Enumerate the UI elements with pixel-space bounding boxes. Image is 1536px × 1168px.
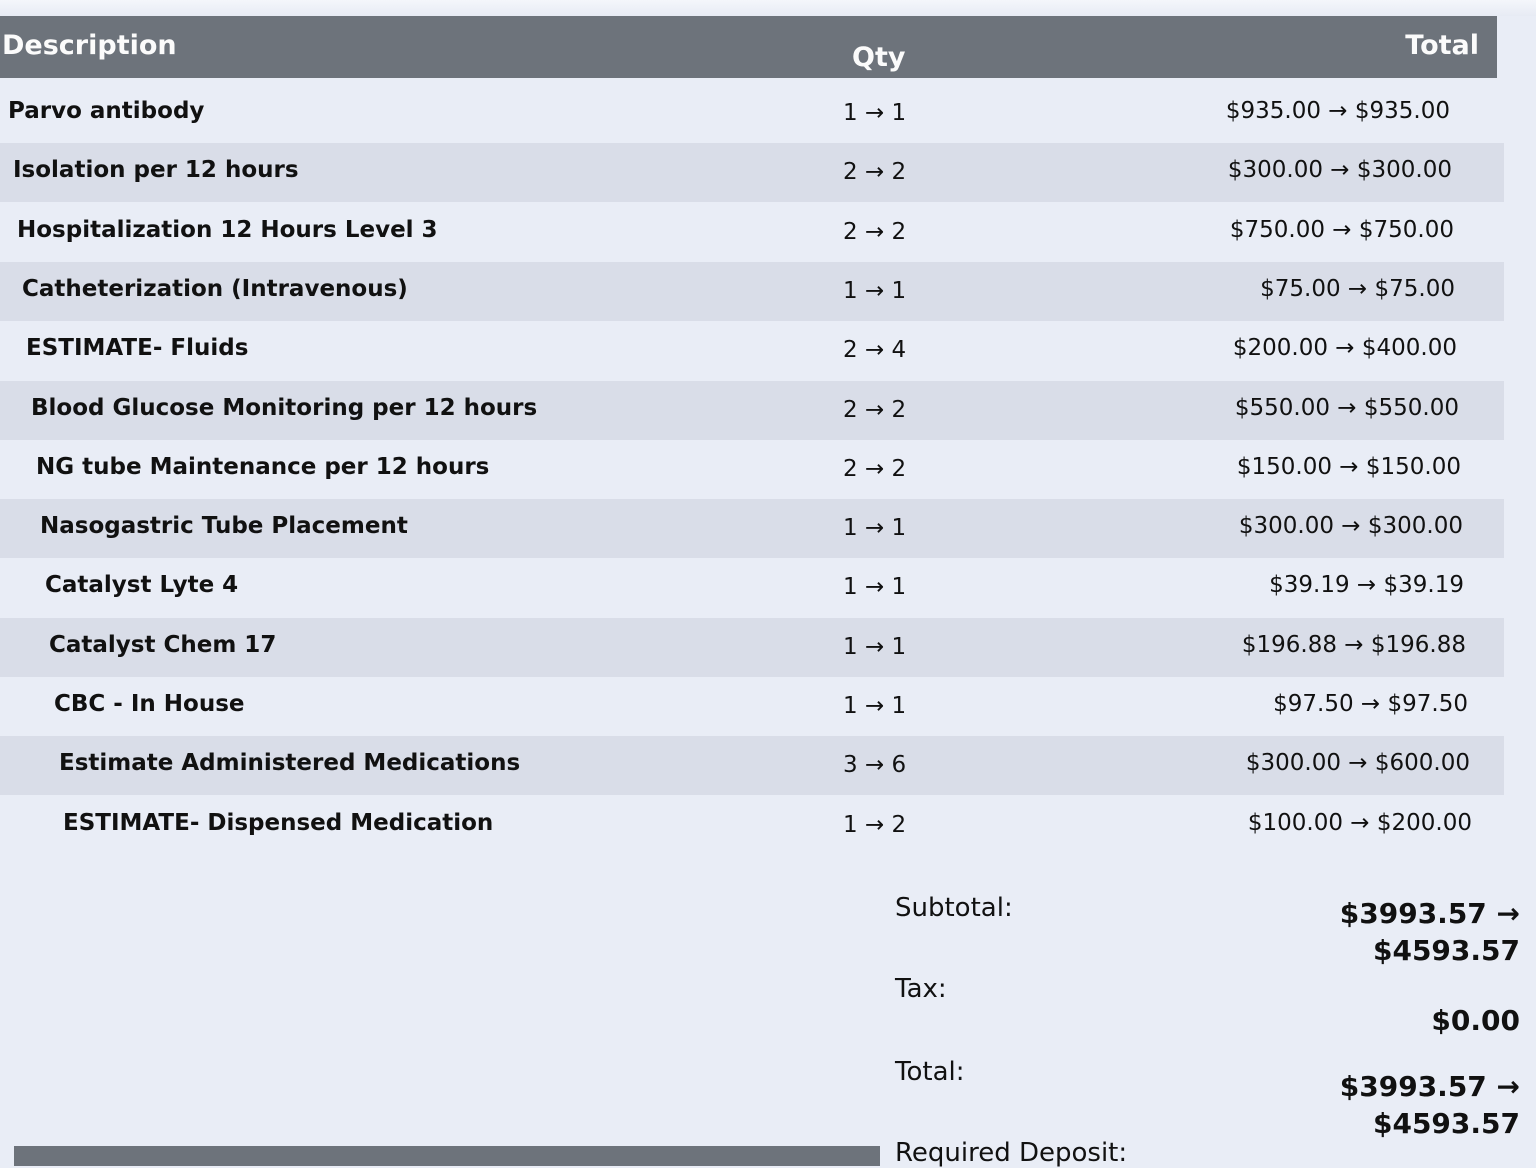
row-total: $750.00 → $750.00 [1229,217,1454,243]
row-qty: 2 → 2 [843,219,907,245]
row-qty: 1 → 2 [843,812,907,838]
row-qty: 2 → 4 [843,337,907,363]
row-qty: 1 → 1 [843,278,907,304]
row-qty: 3 → 6 [843,752,907,778]
subtotal-value [1340,895,1520,969]
row-description: Hospitalization 12 Hours Level 3 [17,217,438,243]
header-total: Total [1405,30,1479,61]
total-label: Total: [895,1057,965,1087]
row-description: Catalyst Lyte 4 [45,572,239,598]
table-row [0,796,1504,855]
bottom-band [14,1146,880,1166]
row-total: $75.00 → $75.00 [1260,276,1455,302]
tax-value: $0.00 [1431,1004,1520,1037]
required-deposit-label: Required Deposit: [895,1138,1128,1168]
row-total: $196.88 → $196.88 [1241,632,1466,658]
row-description: Isolation per 12 hours [13,157,299,183]
row-total: $97.50 → $97.50 [1273,691,1468,717]
table-row [0,143,1504,202]
row-qty: 2 → 2 [843,159,907,185]
row-total: $935.00 → $935.00 [1225,98,1450,124]
row-description: Estimate Administered Medications [59,750,521,776]
row-description: ESTIMATE- Dispensed Medication [63,810,494,836]
table-row [0,677,1504,736]
row-description: Nasogastric Tube Placement [40,513,408,539]
table-row [0,262,1504,321]
row-total: $550.00 → $550.00 [1234,395,1459,421]
header-description: Description [2,30,177,61]
total-value [1340,1068,1520,1142]
row-description: NG tube Maintenance per 12 hours [36,454,490,480]
total-value-line2: $4593.57 [1372,1107,1520,1140]
row-qty: 1 → 1 [843,100,907,126]
table-row [0,84,1504,143]
row-description: CBC - In House [54,691,245,717]
row-description: Catalyst Chem 17 [49,632,277,658]
row-description: ESTIMATE- Fluids [26,335,249,361]
row-qty: 1 → 1 [843,574,907,600]
paper-top-edge [0,0,1536,16]
table-row [0,736,1504,795]
row-total: $100.00 → $200.00 [1247,810,1472,836]
subtotal-value-line1: $3993.57 → [1339,897,1520,930]
total-value-line1: $3993.57 → [1339,1070,1520,1103]
row-qty: 1 → 1 [843,634,907,660]
row-qty: 2 → 2 [843,397,907,423]
table-header [0,16,1497,78]
table-row [0,381,1504,440]
row-total: $300.00 → $300.00 [1227,157,1452,183]
row-total: $39.19 → $39.19 [1269,572,1464,598]
row-qty: 2 → 2 [843,456,907,482]
row-description: Blood Glucose Monitoring per 12 hours [31,395,538,421]
row-qty: 1 → 1 [843,515,907,541]
row-total: $300.00 → $600.00 [1245,750,1470,776]
row-total: $200.00 → $400.00 [1232,335,1457,361]
subtotal-label: Subtotal: [895,893,1013,923]
tax-label: Tax: [895,974,947,1004]
table-row [0,203,1504,262]
row-qty: 1 → 1 [843,693,907,719]
row-description: Parvo antibody [8,98,205,124]
row-description: Catheterization (Intravenous) [22,276,408,302]
header-qty: Qty [852,42,906,73]
subtotal-value-line2: $4593.57 [1372,934,1520,967]
row-total: $300.00 → $300.00 [1238,513,1463,539]
table-row [0,321,1504,380]
table-row [0,558,1504,617]
table-row [0,618,1504,677]
table-row [0,440,1504,499]
table-row [0,499,1504,558]
row-total: $150.00 → $150.00 [1236,454,1461,480]
